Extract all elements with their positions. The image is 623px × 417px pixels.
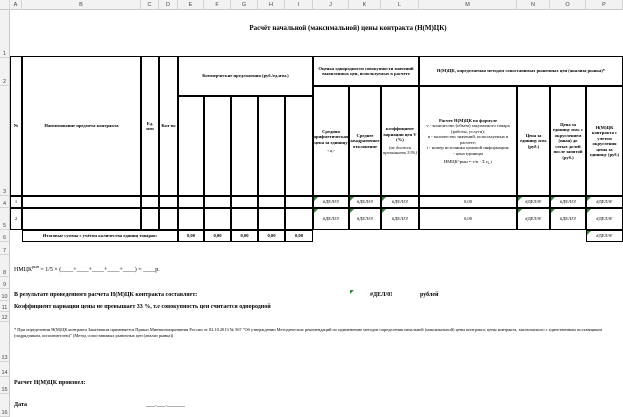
date-label[interactable]: Дата (14, 402, 27, 408)
formula-line[interactable] (14, 264, 160, 273)
error-indicator (587, 197, 591, 201)
row1-rounded[interactable]: #ДЕЛ/0! (550, 196, 586, 208)
result-label[interactable]: В результате проведенного расчета Н(М)ЦК контракта составляет: (14, 292, 198, 298)
header-offer-3[interactable] (231, 96, 258, 196)
row-header-11[interactable]: 11 (0, 301, 10, 312)
calc-formula-v: v - количество (объем) закупаемого товара (работы, услуги); (426, 123, 510, 134)
formula-prefix: НМЦК (14, 267, 33, 273)
variation-note: (не должен превышать 33%) (383, 144, 418, 156)
row2-unit[interactable] (141, 208, 159, 230)
total-offer-3[interactable]: 0,00 (231, 230, 258, 242)
header-variation-coef[interactable] (381, 86, 419, 196)
col-header-p[interactable]: P (586, 0, 623, 10)
row1-total[interactable]: #ДЕЛ/0! (586, 196, 623, 208)
row1-item-name[interactable] (22, 196, 141, 208)
totals-label[interactable]: Итоговые суммы с учётом количества единиц товаров: (22, 230, 178, 242)
col-header-e[interactable]: E (178, 0, 204, 10)
error-indicator (350, 209, 354, 213)
row1-stddev[interactable]: #ДЕЛ/0! (349, 196, 381, 208)
row-header-1[interactable]: 1 (0, 10, 10, 58)
header-commercial-offers[interactable]: Коммерческие предложения (руб./ед.изм.) (178, 56, 313, 96)
page-title: Расчёт начальной (максимальной) цены контракта (Н(М)ЦК) (249, 24, 447, 32)
row2-offer-3[interactable] (231, 208, 258, 230)
row-header-14[interactable]: 14 (0, 362, 10, 377)
row-header-13[interactable]: 13 (0, 322, 10, 362)
row2-rounded[interactable]: #ДЕЛ/0! (550, 208, 586, 230)
header-std-deviation[interactable]: Среднее квадратичное отклонение (349, 86, 381, 196)
error-indicator (587, 231, 591, 235)
result-currency[interactable]: рублей (420, 292, 439, 298)
header-total-price[interactable]: Н(М)ЦК контракта с учетом округления цены за единицу (руб.) (586, 86, 623, 196)
row1-variation[interactable]: #ДЕЛ/0! (381, 196, 419, 208)
row1-unit[interactable] (141, 196, 159, 208)
row1-number[interactable]: 1 (10, 196, 22, 208)
row2-offer-1[interactable] (178, 208, 204, 230)
row2-total[interactable]: #ДЕЛ/0! (586, 208, 623, 230)
row1-average[interactable]: #ДЕЛ/0! (313, 196, 349, 208)
row2-item-name[interactable] (22, 208, 141, 230)
row2-qty[interactable] (159, 208, 178, 230)
row1-qty[interactable] (159, 196, 178, 208)
header-uniformity[interactable]: Оценка однородности совокупности значений выявленных цен, используемых в расчете (313, 56, 419, 86)
col-header-f[interactable]: F (204, 0, 231, 10)
footnote[interactable]: * При определении Н(М)ЦК контракта Заказчиком применяется Приказ Минэкономразвития России от 02.10.2013 № 567 "Об утверждении Методических рекомендаций по применению методов определения начальной (максимальной) цены контракта, цены контракта, заключаемого с единственным поставщиком (подрядчиком, исполнителем)" (Метод сопоставимых рыночных цен (анализ рынка)) (14, 327, 603, 339)
made-by-label[interactable]: Расчет Н(М)ЦК произвел: (14, 380, 86, 386)
formula-text: = 1/5 × (____+____+____+____+____) = ____р. (40, 267, 160, 273)
total-offer-2[interactable]: 0,00 (204, 230, 231, 242)
col-header-a[interactable]: A (10, 0, 22, 10)
row2-stddev[interactable]: #ДЕЛ/0! (349, 208, 381, 230)
header-rounded-price[interactable]: Цена за единицу изм. с округлением (иная) до сотых долей после запятой (руб.) (550, 86, 586, 196)
row2-variation[interactable]: #ДЕЛ/0! (381, 208, 419, 230)
header-quantity[interactable]: Кол-во (159, 56, 178, 196)
col-header-l[interactable]: L (381, 0, 419, 10)
row-header-3[interactable]: 3 (0, 86, 10, 196)
row-header-6[interactable]: 6 (0, 230, 10, 242)
row-header-4[interactable]: 4 (0, 196, 10, 208)
error-indicator (350, 197, 354, 201)
col-header-m[interactable]: M (419, 0, 517, 10)
calc-formula-n: n - количество значений, используемых в расчете; (427, 134, 509, 145)
row1-calc[interactable]: 0,00 (419, 196, 517, 208)
row2-unit-price[interactable]: #ДЕЛ/0! (517, 208, 550, 230)
col-header-k[interactable]: K (349, 0, 381, 10)
total-offer-5[interactable]: 0,00 (285, 230, 313, 242)
row1-offer-2[interactable] (204, 196, 231, 208)
row2-offer-5[interactable] (285, 208, 313, 230)
row-header-8[interactable]: 8 (0, 255, 10, 277)
variation-label: коэффициент вариации цен V (%) (383, 126, 417, 143)
result-value[interactable]: #ДЕЛ/0! (370, 292, 393, 298)
row-header-2[interactable]: 2 (0, 58, 10, 86)
row2-calc[interactable]: 0,00 (419, 208, 517, 230)
row-header-16[interactable]: 16 (0, 394, 10, 417)
header-offer-2[interactable] (204, 96, 231, 196)
col-header-c[interactable]: C (141, 0, 159, 10)
error-indicator (551, 209, 555, 213)
row-header-5[interactable]: 5 (0, 208, 10, 230)
row2-offer-4[interactable] (258, 208, 285, 230)
header-nmck-method[interactable]: Н(М)ЦК, определяемая методом сопоставимых рыночных цен (анализа рынка)* (419, 56, 623, 86)
col-header-g[interactable]: G (231, 0, 258, 10)
error-indicator (350, 290, 354, 294)
header-calc-formula[interactable] (419, 86, 517, 196)
total-nmck[interactable]: #ДЕЛ/0! (586, 230, 623, 242)
row2-number[interactable]: 2 (10, 208, 22, 230)
row1-offer-1[interactable] (178, 196, 204, 208)
formula-sup: рын (32, 264, 39, 269)
header-number[interactable]: № (10, 56, 22, 196)
error-indicator (518, 197, 522, 201)
col-header-j[interactable]: J (313, 0, 349, 10)
error-indicator (314, 209, 318, 213)
col-header-h[interactable]: H (258, 0, 285, 10)
error-indicator (382, 197, 386, 201)
header-offer-1[interactable] (178, 96, 204, 196)
calc-formula-title: Расчет Н(М)ЦК по формуле (438, 117, 498, 123)
col-header-d[interactable]: D (159, 0, 178, 10)
error-indicator (382, 209, 386, 213)
row1-unit-price[interactable]: #ДЕЛ/0! (517, 196, 550, 208)
variation-conclusion[interactable]: Коэффициент вариации цены не превышает 33 %, т.е совокупность цен считается однородной (14, 304, 271, 310)
row-header-7[interactable]: 7 (0, 242, 10, 255)
header-offer-5[interactable] (285, 96, 313, 196)
row-header-15[interactable]: 15 (0, 377, 10, 394)
total-offer-1[interactable]: 0,00 (178, 230, 204, 242)
average-price-symbol: <ц> (327, 148, 335, 153)
calc-formula-i: i - номер источника ценовой информации; (426, 145, 510, 150)
average-price-label: Средняя арифметическая цена за единицу (313, 128, 349, 145)
row1-offer-3[interactable] (231, 196, 258, 208)
error-indicator (518, 209, 522, 213)
total-offer-4[interactable]: 0,00 (258, 230, 285, 242)
row1-offer-4[interactable] (258, 196, 285, 208)
error-indicator (587, 209, 591, 213)
row1-offer-5[interactable] (285, 196, 313, 208)
header-offer-4[interactable] (258, 96, 285, 196)
header-item-name[interactable]: Наименование предмета контракта (22, 56, 141, 196)
header-unit[interactable]: Ед. изм (141, 56, 159, 196)
row2-average[interactable]: #ДЕЛ/0! (313, 208, 349, 230)
col-header-n[interactable]: N (517, 0, 550, 10)
header-unit-price[interactable]: Цена за единицу изм. (руб.) (517, 86, 550, 196)
calc-formula-ci: - цена единицы (452, 150, 484, 156)
row2-offer-2[interactable] (204, 208, 231, 230)
row-header-12[interactable]: 12 (0, 312, 10, 322)
row-header-10[interactable]: 10 (0, 289, 10, 301)
error-indicator (314, 197, 318, 201)
col-header-i[interactable]: I (285, 0, 313, 10)
calc-formula-expression: НМЦК^рын = v/n · Σ ц_i (443, 159, 493, 164)
date-blank[interactable]: ___.___.______ (146, 402, 185, 408)
col-header-b[interactable]: B (22, 0, 141, 10)
header-average-price[interactable] (313, 86, 349, 196)
select-all-corner[interactable] (0, 0, 10, 10)
error-indicator (551, 197, 555, 201)
col-header-o[interactable]: O (550, 0, 586, 10)
row-header-9[interactable]: 9 (0, 277, 10, 289)
